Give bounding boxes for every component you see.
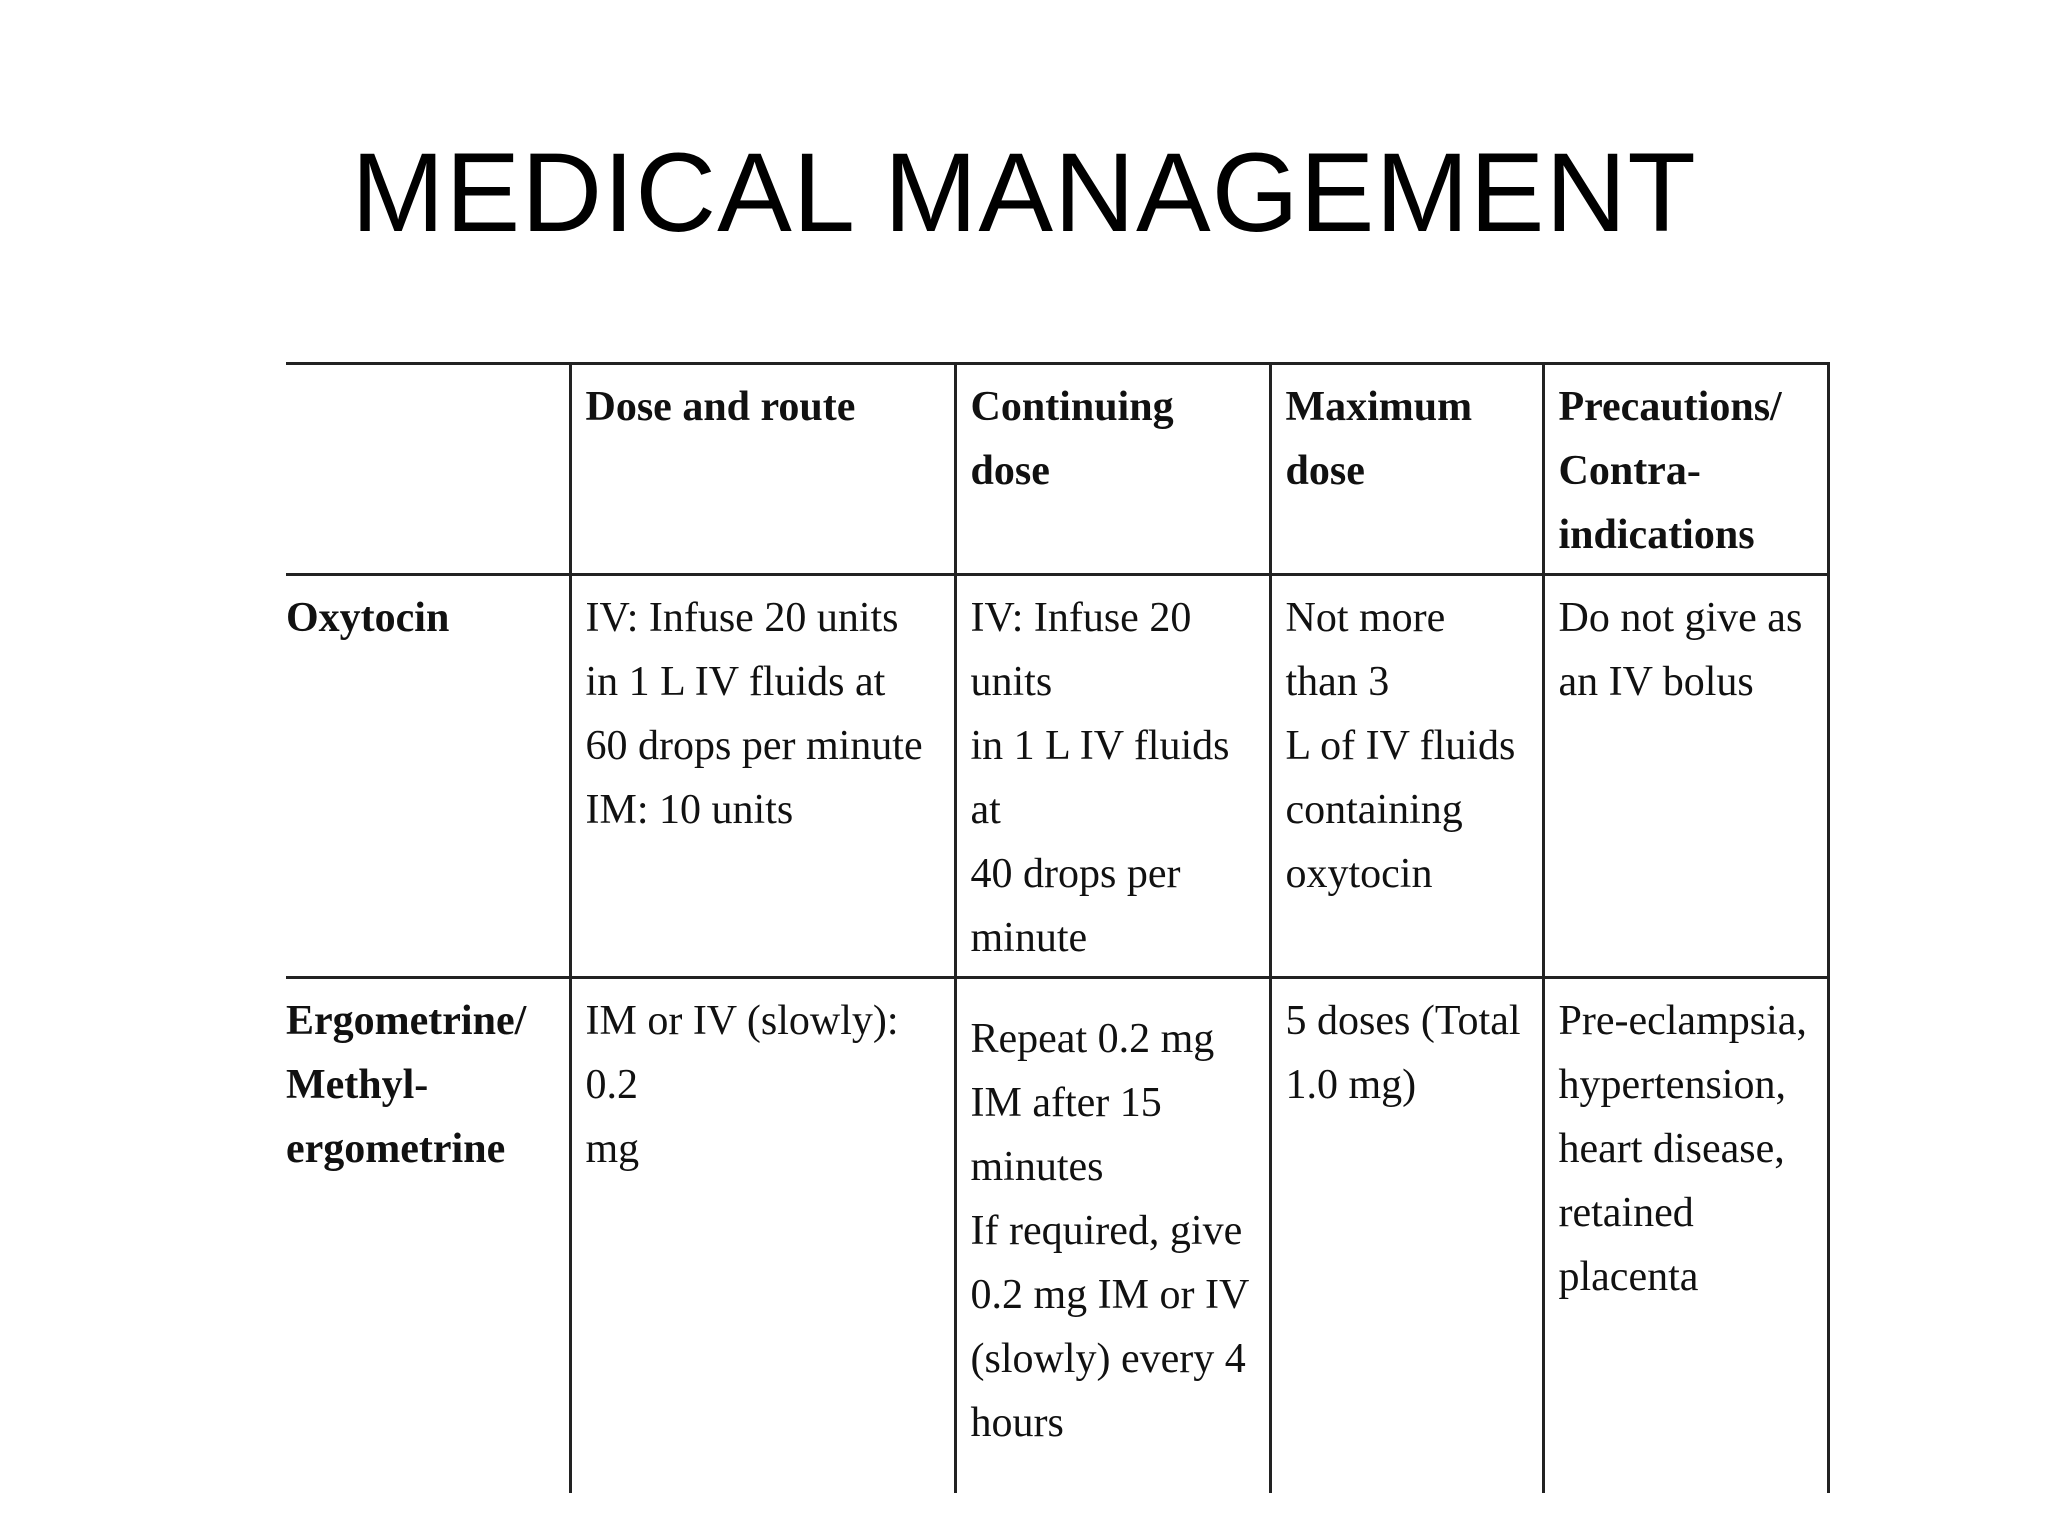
table-row <box>286 978 1828 1494</box>
continuing-dose-cell: Repeat 0.2 mg IM after 15 minutes If required, give 0.2 mg IM or IV (slowly) every 4 hours <box>955 978 1270 1494</box>
dose-route-cell: IV: Infuse 20 units in 1 L IV fluids at 60 drops per minute IM: 10 units <box>570 575 955 978</box>
table-row <box>286 575 1828 978</box>
medication-table-container <box>286 362 1828 1446</box>
slide-title: MEDICAL MANAGEMENT <box>351 130 1697 255</box>
header-maximum-dose: Maximum dose <box>1270 364 1543 575</box>
precautions-cell: Do not give as an IV bolus <box>1543 575 1828 978</box>
header-drug <box>286 364 570 575</box>
table-header-row <box>286 364 1828 575</box>
maximum-dose-cell: Not more than 3 L of IV fluids containing oxytocin <box>1270 575 1543 978</box>
precautions-cell: Pre-eclampsia, hypertension, heart disease, retained placenta <box>1543 978 1828 1494</box>
dose-route-cell: IM or IV (slowly): 0.2 mg <box>570 978 955 1494</box>
medication-table <box>286 362 1830 1493</box>
drug-name-cell: Oxytocin <box>286 575 570 978</box>
header-dose-route: Dose and route <box>570 364 955 575</box>
continuing-dose-cell: IV: Infuse 20 units in 1 L IV fluids at 40 drops per minute <box>955 575 1270 978</box>
maximum-dose-cell: 5 doses (Total 1.0 mg) <box>1270 978 1543 1494</box>
header-continuing-dose: Continuing dose <box>955 364 1270 575</box>
drug-name-cell: Ergometrine/ Methyl- ergometrine <box>286 978 570 1494</box>
header-precautions: Precautions/ Contra- indications <box>1543 364 1828 575</box>
